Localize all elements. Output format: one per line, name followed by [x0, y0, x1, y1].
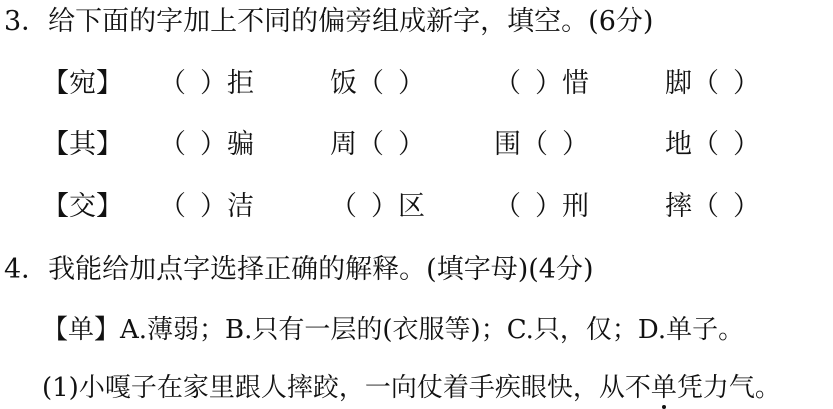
blank-open: （ — [159, 191, 186, 222]
blank-close: ） — [562, 129, 589, 160]
answer-char: 周 — [330, 129, 357, 160]
row-1-tag: 【宛】 — [42, 68, 123, 99]
blank-open: （ — [357, 129, 384, 160]
sentence-1 — [42, 375, 781, 401]
row-2-item-1 — [159, 131, 254, 158]
blank-open: （ — [521, 129, 548, 160]
answer-char: 刑 — [562, 191, 589, 222]
definition-line: 【单】A.薄弱；B.只有一层的(衣服等)；C.只，仅；D.单子。 — [42, 315, 745, 345]
blank-open: （ — [159, 68, 186, 99]
sentence-1-after: 凭力气。 — [676, 373, 781, 403]
blank-close: ） — [398, 129, 425, 160]
row-3-item-1 — [159, 193, 254, 220]
answer-char: 饭 — [330, 68, 357, 99]
sentence-1-before: (1)小嘎子在家里跟人摔跤，一向仗着手疾眼快，从不 — [42, 373, 651, 403]
row-3-tag: 【交】 — [42, 191, 123, 222]
row-3-item-2 — [330, 193, 425, 220]
blank-open: （ — [330, 191, 357, 222]
question-4-title: 4．我能给加点字选择正确的解释。(填字母)(4分) — [4, 254, 594, 285]
row-3-item-4 — [665, 193, 760, 220]
blank-close: ） — [200, 129, 227, 160]
answer-char: 区 — [398, 191, 425, 222]
emphasis-dot-icon — [662, 405, 666, 409]
answer-char: 惜 — [562, 68, 589, 99]
dotted-char: 单 — [651, 373, 677, 403]
row-1-item-4 — [665, 70, 760, 97]
row-1-item-2 — [330, 70, 425, 97]
row-2-tag: 【其】 — [42, 129, 123, 160]
blank-open: （ — [159, 129, 186, 160]
answer-char: 拒 — [227, 68, 254, 99]
blank-close: ） — [535, 191, 562, 222]
row-2-item-3 — [494, 131, 589, 158]
blank-open: （ — [494, 191, 521, 222]
answer-char: 地 — [665, 129, 692, 160]
row-3-item-3 — [494, 193, 589, 220]
blank-open: （ — [494, 68, 521, 99]
blank-close: ） — [733, 68, 760, 99]
blank-close: ） — [398, 68, 425, 99]
blank-open: （ — [692, 191, 719, 222]
blank-open: （ — [692, 68, 719, 99]
blank-close: ） — [733, 191, 760, 222]
blank-close: ） — [535, 68, 562, 99]
answer-char: 脚 — [665, 68, 692, 99]
blank-open: （ — [357, 68, 384, 99]
blank-open: （ — [692, 129, 719, 160]
row-1-item-1 — [159, 70, 254, 97]
row-1-item-3 — [494, 70, 589, 97]
blank-close: ） — [200, 68, 227, 99]
blank-close: ） — [200, 191, 227, 222]
row-2-item-4 — [665, 131, 760, 158]
answer-char: 洁 — [227, 191, 254, 222]
question-3-title: 3．给下面的字加上不同的偏旁组成新字，填空。(6分) — [4, 6, 654, 37]
blank-close: ） — [733, 129, 760, 160]
answer-char: 围 — [494, 129, 521, 160]
answer-char: 骗 — [227, 129, 254, 160]
row-2-item-2 — [330, 131, 425, 158]
answer-char: 摔 — [665, 191, 692, 222]
blank-close: ） — [371, 191, 398, 222]
